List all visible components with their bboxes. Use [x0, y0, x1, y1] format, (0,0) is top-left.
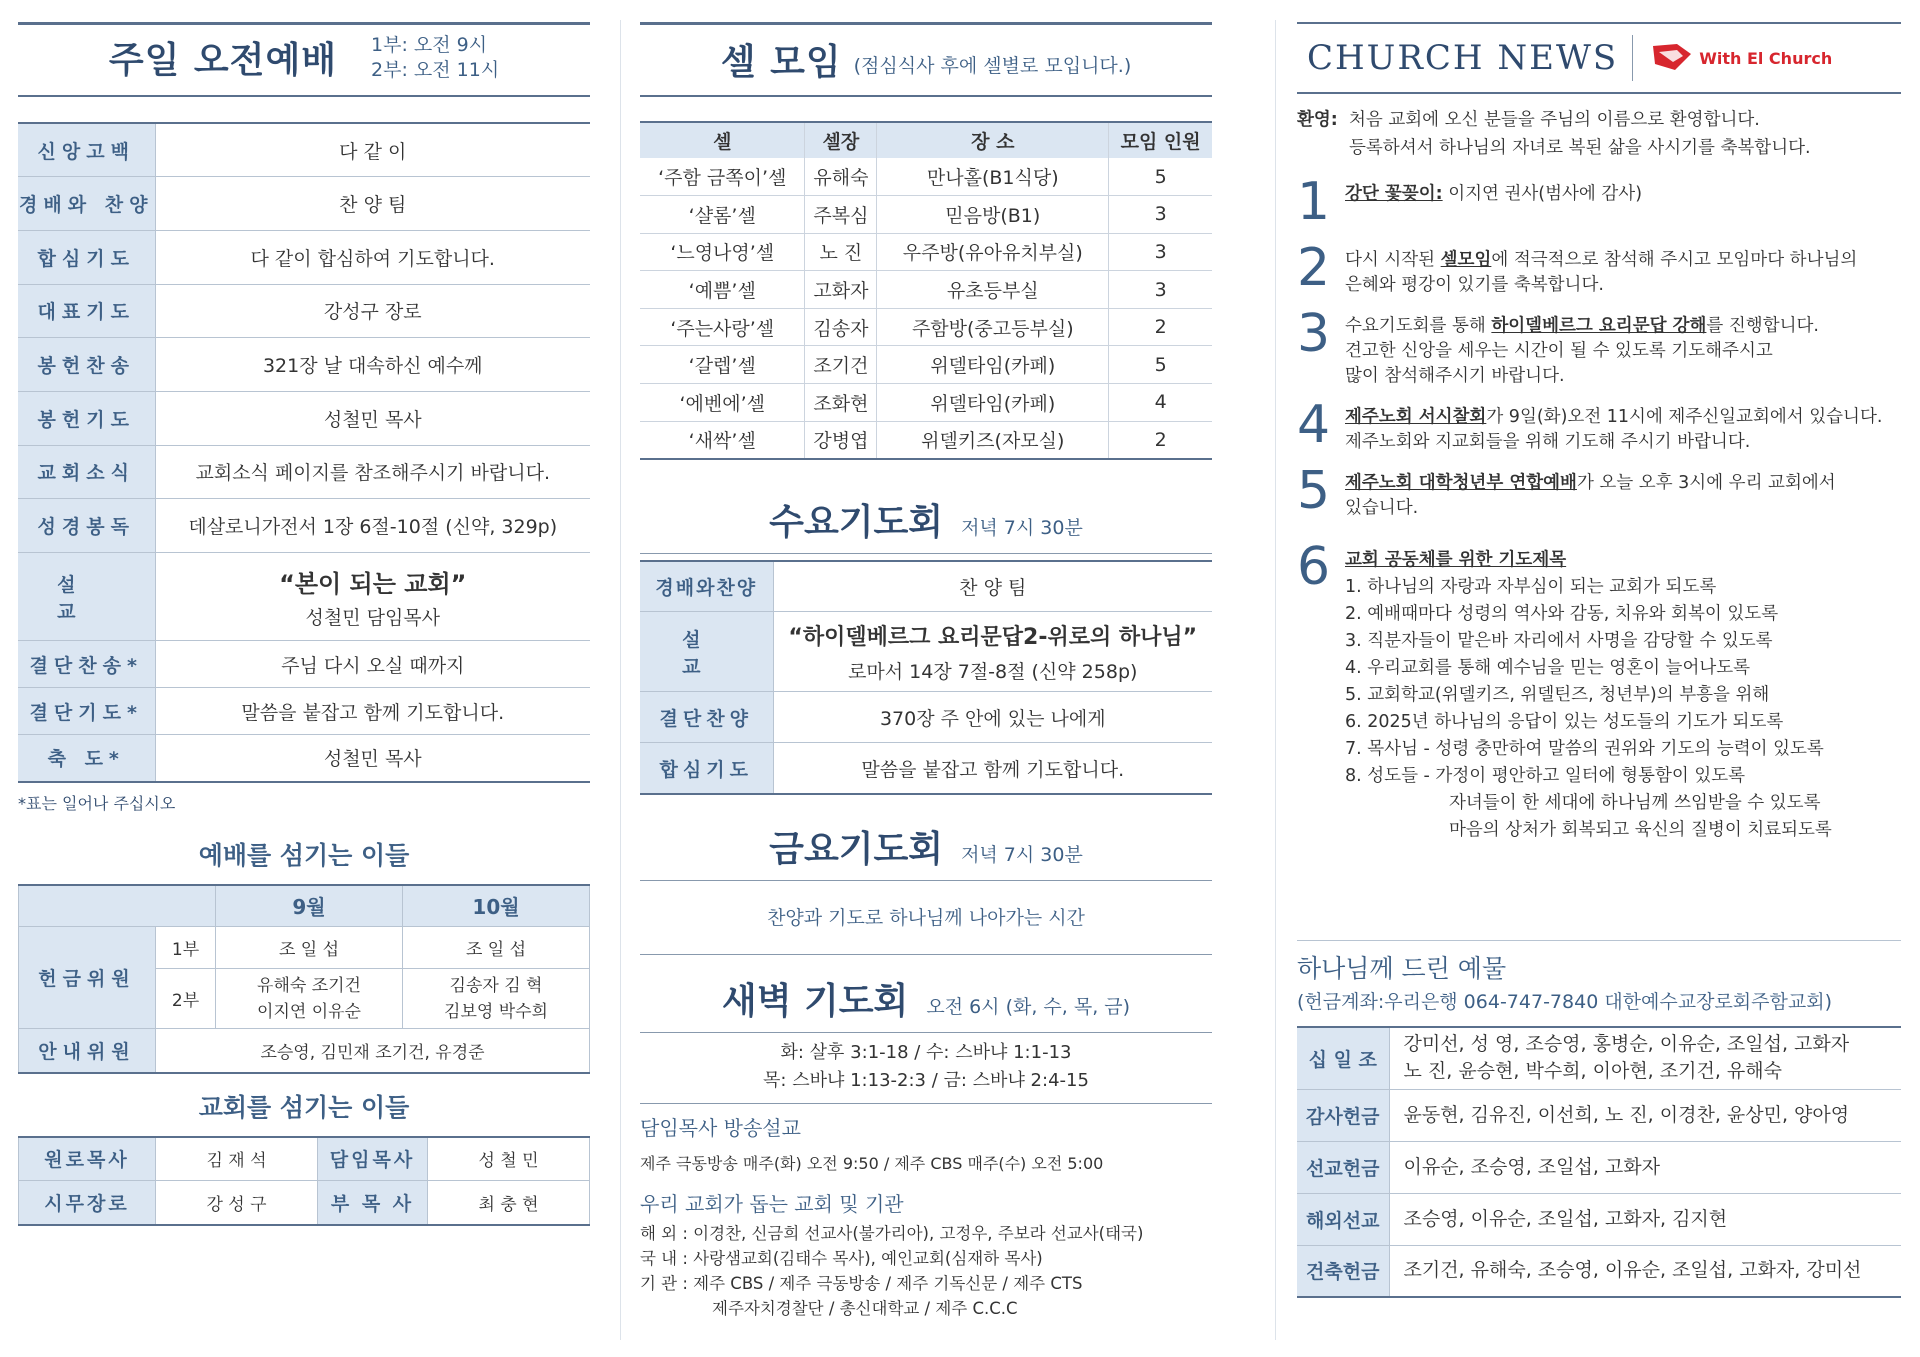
news-5-text-b: 가 오늘 오후 3시에 우리 교회에서: [1576, 473, 1836, 493]
cell-row: [640, 233, 1212, 271]
prayer-item: 1. 하나님의 자랑과 자부심이 되는 교회가 되도록: [1345, 577, 1717, 597]
wed-prayer-value: 말씀을 붙잡고 함께 기도합니다.: [773, 743, 1212, 794]
offering-names: [1389, 1027, 1901, 1089]
wed-hymn-label: 결단찬양: [640, 692, 773, 743]
offering-names-line-1: 조기건, 유해숙, 조승영, 이유순, 조일섭, 고화자, 강미선: [1403, 1259, 1862, 1282]
staff-value-senior: 성 철 민: [428, 1137, 590, 1181]
cell-row: [640, 384, 1212, 422]
friday-prayer-time: 저녁 7시 30분: [961, 843, 1083, 866]
welcome-label: 환영:: [1297, 110, 1338, 130]
offerings-table: [1297, 1026, 1901, 1298]
friday-prayer-title: 금요기도회: [769, 828, 944, 870]
cell-row: [640, 308, 1212, 346]
news-number-3: 3: [1297, 304, 1331, 364]
news-3-text-a: 수요기도회를 통해: [1345, 316, 1492, 336]
offering-names-line-1: 윤동현, 김유진, 이선희, 노 진, 이경찬, 윤상민, 양아영: [1403, 1103, 1850, 1126]
offering-label: 감사헌금: [1297, 1089, 1389, 1141]
closing-value: 말씀을 붙잡고 함께 기도합니다.: [155, 688, 590, 735]
news-1-highlight: 강단 꽃꽂이:: [1345, 184, 1443, 204]
cell-leader: 조기건: [805, 346, 877, 384]
cell-leader: 주복심: [805, 196, 877, 234]
news-5-text-c: 있습니다.: [1345, 498, 1419, 518]
broadcast-title: 담임목사 방송설교: [640, 1115, 801, 1140]
s2-month1-line-a: 유해숙 조기건: [257, 975, 361, 996]
wed-hymn-value: 370장 주 안에 있는 나에게: [773, 692, 1212, 743]
church-staff-table: [18, 1136, 590, 1226]
order-label: 합심기도: [18, 230, 155, 284]
prayer-item: 7. 목사님 - 성령 충만하여 말씀의 권위와 기도의 능력이 있도록: [1345, 739, 1824, 759]
news-3-text-c: 견고한 신앙을 세우는 시간이 될 수 있도록 기도해주시고: [1345, 341, 1773, 361]
church-logo-icon: [1647, 40, 1695, 76]
news-1-text: 이지연 권사(범사에 감사): [1442, 184, 1643, 204]
cell-row: [640, 196, 1212, 234]
order-value: 성철민 목사: [155, 391, 590, 445]
s2-month1: [216, 969, 403, 1029]
prayer-item: 5. 교회학교(위델키즈, 위델틴즈, 청년부)의 부흥을 위해: [1345, 685, 1770, 705]
prayer-item: 6. 2025년 하나님의 응답이 있는 성도들의 기도가 되도록: [1345, 712, 1784, 732]
wed-sermon-label: 설 교: [640, 612, 773, 692]
staff-label-senior: 담임목사: [318, 1137, 428, 1181]
news-6-highlight: 교회 공동체를 위한 기도제목: [1345, 550, 1567, 570]
cell-col-header-leader: 셀장: [805, 122, 877, 158]
sunday-service-title: 주일 오전예배: [108, 40, 338, 81]
news-item-5: [1297, 461, 1901, 521]
cell-leader: 고화자: [805, 271, 877, 309]
service-time-1: 1부: 오전 9시: [371, 34, 488, 56]
cell-col-header-place: 장 소: [877, 122, 1109, 158]
offering-row: [1297, 1027, 1901, 1089]
prayer-continuation-2: 마음의 상처가 회복되고 육신의 질병이 치료되도록: [1449, 820, 1832, 840]
order-value: 데살로니가전서 1장 6절-10절 (신약, 329p): [155, 499, 590, 553]
servers-title: 예배를 섬기는 이들: [198, 840, 410, 870]
cell-row: [640, 271, 1212, 309]
offering-row: [1297, 1245, 1901, 1297]
cell-row: [640, 158, 1212, 196]
order-label: 교회소식: [18, 445, 155, 499]
offering-names-line-1: 강미선, 성 영, 조승영, 홍병순, 이유순, 조일섭, 고화자: [1403, 1033, 1850, 1056]
prayer-item: 4. 우리교회를 통해 예수님을 믿는 영혼이 늘어나도록: [1345, 658, 1751, 678]
sunday-service-header: [18, 22, 590, 97]
order-label: 대표기도: [18, 284, 155, 338]
order-label: 경배와 찬양: [18, 177, 155, 231]
friday-prayer-description: 찬양과 기도로 하나님께 나아가는 시간: [640, 881, 1212, 955]
worship-order-row: [18, 230, 590, 284]
news-item-6: [1297, 537, 1901, 844]
cell-leader: 조화현: [805, 384, 877, 422]
service-times: [371, 33, 499, 83]
order-value: 321장 날 대속하신 예수께: [155, 338, 590, 392]
cell-place: 주함방(중고등부실): [877, 308, 1109, 346]
staff-label-elder: 시무장로: [19, 1181, 156, 1225]
wed-praise-label: 경배와찬양: [640, 561, 773, 612]
offering-names: [1389, 1089, 1901, 1141]
s1-month2: 조 일 섭: [403, 927, 590, 969]
wed-sermon-reference: 로마서 14장 7절-8절 (신약 258p): [848, 660, 1138, 683]
offering-label: 해외선교: [1297, 1193, 1389, 1245]
closing-label: 축 도*: [18, 735, 155, 782]
s2-month2-line-a: 김송자 김 혁: [449, 975, 543, 996]
wednesday-prayer-header: [640, 494, 1212, 554]
closing-row: [18, 735, 590, 782]
offering-names-line-2: 노 진, 윤승현, 박수희, 이아현, 조기건, 유해숙: [1403, 1060, 1782, 1083]
closing-label: 결단찬송*: [18, 641, 155, 688]
church-news-header: [1297, 22, 1901, 94]
dawn-reading-line-2: 목: 스바냐 1:13-2:3 / 금: 스바냐 2:4-15: [763, 1069, 1089, 1091]
news-2-text-a: 다시 시작된: [1345, 250, 1441, 270]
welcome-line-1: 처음 교회에 오신 분들을 주님의 이름으로 환영합니다.: [1349, 110, 1760, 130]
cell-count: 3: [1109, 271, 1212, 309]
dawn-prayer-time: 오전 6시 (화, 수, 목, 금): [926, 995, 1131, 1018]
news-3-text-d: 많이 참석해주시기 바랍니다.: [1345, 366, 1565, 386]
offering-names: [1389, 1193, 1901, 1245]
sermon-title: “본이 되는 교회”: [279, 569, 467, 598]
welcome-block: [1297, 106, 1901, 162]
friday-prayer-header: [640, 821, 1212, 881]
cell-place: 우주방(유아유치부실): [877, 233, 1109, 271]
prayer-continuation-1: 자녀들이 한 세대에 하나님께 쓰임받을 수 있도록: [1449, 793, 1821, 813]
cell-count: 2: [1109, 308, 1212, 346]
offering-names-line-1: 이유순, 조승영, 조일섭, 고화자: [1403, 1155, 1660, 1178]
worship-order-row: [18, 445, 590, 499]
order-label: 봉헌기도: [18, 391, 155, 445]
worship-order-row: [18, 123, 590, 177]
s2-month2-line-b: 김보영 박수희: [444, 1001, 548, 1022]
month-1-header: 9월: [216, 885, 403, 927]
worship-order-row: [18, 338, 590, 392]
order-value: 강성구 장로: [155, 284, 590, 338]
sunday-service-column: [18, 0, 590, 1357]
support-org-2: 제주자치경찰단 / 총신대학교 / 제주 C.C.C: [712, 1298, 1018, 1318]
worship-order-row: [18, 284, 590, 338]
closing-value: 주님 다시 오실 때까지: [155, 641, 590, 688]
s2-month1-line-b: 이지연 이유순: [257, 1001, 361, 1022]
usher-value: 조승영, 김민재 조기건, 유경준: [156, 1029, 590, 1073]
offerings-account: (헌금계좌:우리은행 064-747-7840 대한예수교장로회주함교회): [1297, 991, 1832, 1013]
news-4-highlight: 제주노회 서시찰회: [1345, 407, 1487, 427]
cell-leader: 유해숙: [805, 158, 877, 196]
news-item-4: [1297, 395, 1901, 455]
prayer-list: [1345, 574, 1832, 790]
cell-place: 유초등부실: [877, 271, 1109, 309]
cell-name: ‘갈렙’셀: [640, 346, 805, 384]
cell-name: ‘새싹’셀: [640, 421, 805, 459]
cell-name: ‘예쁨’셀: [640, 271, 805, 309]
cell-meeting-header: [640, 22, 1212, 97]
worship-order-row: [18, 499, 590, 553]
cell-count: 4: [1109, 384, 1212, 422]
cell-leader: 노 진: [805, 233, 877, 271]
cell-row: [640, 421, 1212, 459]
cell-place: 위델타임(카페): [877, 384, 1109, 422]
cell-meeting-title: 셀 모임: [720, 41, 842, 83]
closing-label: 결단기도*: [18, 688, 155, 735]
news-3-highlight: 하이델베르그 요리문답 강해: [1491, 316, 1707, 336]
s2-month2: [403, 969, 590, 1029]
month-2-header: 10월: [403, 885, 590, 927]
cell-name: ‘느영나영’셀: [640, 233, 805, 271]
church-logo-text: With El Church: [1699, 48, 1833, 68]
offering-label: 십 일 조: [1297, 1027, 1389, 1089]
order-label: 신앙고백: [18, 123, 155, 177]
cell-row: [640, 346, 1212, 384]
service-time-2: 2부: 오전 11시: [371, 59, 500, 81]
offering-row: [1297, 1089, 1901, 1141]
cell-name: ‘샬롬’셀: [640, 196, 805, 234]
cell-name: ‘주는사랑’셀: [640, 308, 805, 346]
cell-place: 위델키즈(자모실): [877, 421, 1109, 459]
offering-names-line-1: 조승영, 이유순, 조일섭, 고화자, 김지현: [1403, 1207, 1728, 1230]
dawn-prayer-title: 새벽 기도회: [721, 980, 909, 1022]
offering-names: [1389, 1245, 1901, 1297]
dawn-reading-line-1: 화: 살후 3:1-18 / 수: 스바냐 1:1-13: [780, 1041, 1072, 1063]
cell-place: 만나홀(B1식당): [877, 158, 1109, 196]
offering-committee-label: 헌금위원: [19, 927, 156, 1029]
closing-row: [18, 688, 590, 735]
dawn-readings: [640, 1033, 1212, 1104]
sermon-row: [18, 553, 590, 641]
wed-praise-value: 찬 양 팀: [773, 561, 1212, 612]
order-value: 다 같이 합심하여 기도합니다.: [155, 230, 590, 284]
news-2-highlight: 셀모임: [1440, 250, 1492, 270]
support-abroad: 해 외 : 이경찬, 신금희 선교사(불가리아), 고정우, 주보라 선교사(태국): [640, 1223, 1144, 1243]
support-title: 우리 교회가 돕는 교회 및 기관: [640, 1191, 904, 1216]
wed-sermon-title: “하이델베르그 요리문답2-위로의 하나님”: [788, 624, 1198, 650]
prayer-item: 3. 직분자들이 맡은바 자리에서 사명을 감당할 수 있도록: [1345, 631, 1773, 651]
news-4-text-b: 가 9일(화)오전 11시에 제주신일교회에서 있습니다.: [1486, 407, 1883, 427]
offering-row: [1297, 1193, 1901, 1245]
wednesday-prayer-time: 저녁 7시 30분: [961, 516, 1083, 539]
service-1-label: 1부: [156, 927, 216, 969]
cell-count: 3: [1109, 233, 1212, 271]
staff-label-emeritus: 원로목사: [19, 1137, 156, 1181]
offering-row: [1297, 1141, 1901, 1193]
cell-place: 믿음방(B1): [877, 196, 1109, 234]
prayer-item: 8. 성도들 - 가정이 평안하고 일터에 형통함이 있도록: [1345, 766, 1746, 786]
news-number-5: 5: [1297, 461, 1331, 521]
order-value: 교회소식 페이지를 참조해주시기 바랍니다.: [155, 445, 590, 499]
news-item-2: [1297, 238, 1901, 298]
church-staff-title: 교회를 섬기는 이들: [198, 1092, 410, 1122]
service-2-label: 2부: [156, 969, 216, 1029]
cell-col-header-count: 모임 인원: [1109, 122, 1212, 158]
wed-prayer-label: 합심기도: [640, 743, 773, 794]
church-news-title: CHURCH NEWS: [1307, 38, 1619, 78]
cell-count: 5: [1109, 346, 1212, 384]
closing-row: [18, 641, 590, 688]
sermon-cell: [155, 553, 590, 641]
welcome-text: [1349, 106, 1811, 162]
worship-order-row: [18, 391, 590, 445]
dawn-prayer-header: [640, 973, 1212, 1033]
news-item-1: [1297, 172, 1901, 232]
closing-value: 성철민 목사: [155, 735, 590, 782]
meetings-column: [640, 0, 1212, 1357]
servers-table: [18, 884, 590, 1074]
news-3-text-b: 를 진행합니다.: [1706, 316, 1819, 336]
welcome-line-2: 등록하셔서 하나님의 자녀로 복된 삶을 사시기를 축복합니다.: [1349, 138, 1811, 158]
order-label: 성경봉독: [18, 499, 155, 553]
offerings-section: [1297, 940, 1901, 1298]
cell-meeting-subtitle: (점심식사 후에 셀별로 모입니다.): [853, 54, 1132, 77]
usher-label: 안내위원: [19, 1029, 156, 1073]
order-label: 봉헌찬송: [18, 338, 155, 392]
support-list: [640, 1221, 1212, 1321]
wednesday-prayer-title: 수요기도회: [769, 501, 944, 543]
news-4-text-c: 제주노회와 지교회들을 위해 기도해 주시기 바랍니다.: [1345, 432, 1751, 452]
cell-count: 3: [1109, 196, 1212, 234]
news-5-highlight: 제주노회 대학청년부 연합예배: [1345, 473, 1577, 493]
staff-label-associate: 부 목 사: [318, 1181, 428, 1225]
cell-col-header-name: 셀: [640, 122, 805, 158]
news-2-text-b: 에 적극적으로 참석해 주시고 모임마다 하나님의: [1491, 250, 1858, 270]
offerings-title: 하나님께 드린 예물: [1297, 954, 1507, 983]
cell-name: ‘주함 금쪽이’셀: [640, 158, 805, 196]
cell-leader: 강병엽: [805, 421, 877, 459]
cell-place: 위델타임(카페): [877, 346, 1109, 384]
news-number-2: 2: [1297, 238, 1331, 298]
sermon-label: 설 교: [18, 553, 155, 641]
staff-value-associate: 최 충 현: [428, 1181, 590, 1225]
news-2-text-c: 은혜와 평강이 있기를 축복합니다.: [1345, 275, 1604, 295]
cell-leader: 김송자: [805, 308, 877, 346]
news-item-3: [1297, 304, 1901, 389]
offering-names: [1389, 1141, 1901, 1193]
cell-name: ‘에벤에’셀: [640, 384, 805, 422]
staff-value-emeritus: 김 재 석: [156, 1137, 318, 1181]
worship-order-table: [18, 122, 590, 783]
worship-order-row: [18, 177, 590, 231]
wed-sermon: [773, 612, 1212, 692]
offering-label: 선교헌금: [1297, 1141, 1389, 1193]
news-number-6: 6: [1297, 537, 1331, 597]
support-domestic: 국 내 : 사랑샘교회(김태수 목사), 예인교회(심재하 목사): [640, 1248, 1043, 1268]
cell-count: 2: [1109, 421, 1212, 459]
news-number-1: 1: [1297, 172, 1331, 232]
cell-count: 5: [1109, 158, 1212, 196]
church-news-column: [1297, 0, 1901, 1357]
news-number-4: 4: [1297, 395, 1331, 455]
sermon-preacher: 성철민 담임목사: [305, 606, 441, 629]
stand-note: *표는 일어나 주십시오: [18, 793, 176, 813]
s1-month1: 조 일 섭: [216, 927, 403, 969]
staff-value-elder: 강 성 구: [156, 1181, 318, 1225]
wednesday-order-table: [640, 560, 1212, 795]
support-org-1: 기 관 : 제주 CBS / 제주 극동방송 / 제주 기독신문 / 제주 CTS: [640, 1273, 1083, 1293]
offering-label: 건축헌금: [1297, 1245, 1389, 1297]
cell-table: [640, 121, 1212, 460]
prayer-item: 2. 예배때마다 성령의 역사와 감동, 치유와 회복이 있도록: [1345, 604, 1779, 624]
order-value: 다 같 이: [155, 123, 590, 177]
broadcast-text: 제주 극동방송 매주(화) 오전 9:50 / 제주 CBS 매주(수) 오전 5:00: [640, 1153, 1104, 1173]
order-value: 찬 양 팀: [155, 177, 590, 231]
